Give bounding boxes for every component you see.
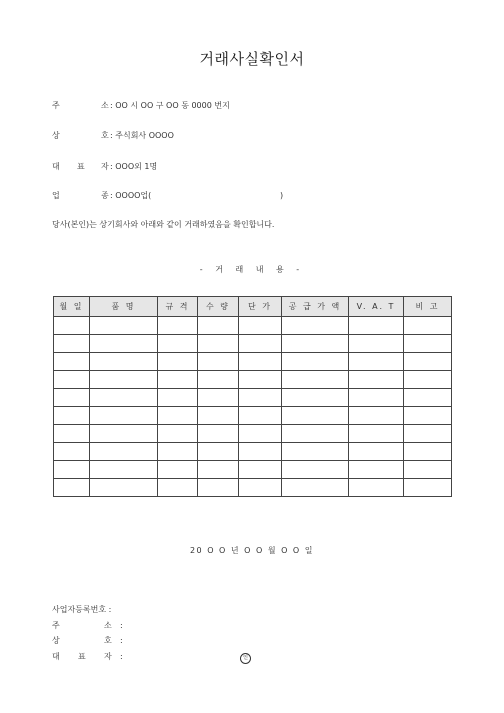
header-unit-price: 단 가 — [239, 297, 282, 317]
signature-address-key1: 주 — [52, 621, 60, 630]
document-title: 거래사실확인서 — [199, 50, 305, 68]
table-cell[interactable] — [90, 479, 158, 497]
table-cell[interactable] — [239, 353, 282, 371]
table-cell[interactable] — [282, 443, 349, 461]
table-cell[interactable] — [198, 461, 239, 479]
table-cell[interactable] — [282, 425, 349, 443]
table-cell[interactable] — [239, 443, 282, 461]
table-cell[interactable] — [239, 407, 282, 425]
table-cell[interactable] — [349, 407, 404, 425]
table-cell[interactable] — [54, 389, 90, 407]
table-cell[interactable] — [54, 353, 90, 371]
table-row — [54, 389, 452, 407]
header-quantity: 수 량 — [198, 297, 239, 317]
signature-rep-colon: : — [120, 652, 123, 661]
table-cell[interactable] — [239, 335, 282, 353]
table-cell[interactable] — [349, 443, 404, 461]
table-row — [54, 371, 452, 389]
table-row — [54, 461, 452, 479]
table-cell[interactable] — [158, 317, 198, 335]
table-row — [54, 353, 452, 371]
table-cell[interactable] — [198, 317, 239, 335]
table-cell[interactable] — [282, 317, 349, 335]
header-supply-amount: 공 급 가 액 — [282, 297, 349, 317]
table-cell[interactable] — [90, 317, 158, 335]
table-cell[interactable] — [349, 353, 404, 371]
confirmation-statement: 당사(본인)는 상기회사와 아래와 같이 거래하였음을 확인합니다. — [52, 220, 275, 229]
table-cell[interactable] — [90, 443, 158, 461]
info-address-key1: 주 — [52, 101, 60, 110]
table-cell[interactable] — [90, 461, 158, 479]
table-cell[interactable] — [90, 335, 158, 353]
table-cell[interactable] — [158, 425, 198, 443]
table-cell[interactable] — [90, 353, 158, 371]
table-cell[interactable] — [349, 425, 404, 443]
table-row — [54, 479, 452, 497]
table-cell[interactable] — [158, 461, 198, 479]
table-cell[interactable] — [349, 335, 404, 353]
header-remarks: 비 고 — [404, 297, 452, 317]
info-company-value: : 주식회사 OOOO — [110, 131, 174, 140]
table-cell[interactable] — [282, 407, 349, 425]
table-cell[interactable] — [158, 335, 198, 353]
signature-company-key1: 상 — [52, 636, 60, 645]
info-type-key1: 업 — [52, 191, 60, 200]
table-cell[interactable] — [282, 335, 349, 353]
table-cell[interactable] — [90, 389, 158, 407]
table-cell[interactable] — [282, 479, 349, 497]
table-cell[interactable] — [158, 389, 198, 407]
table-cell[interactable] — [198, 371, 239, 389]
info-address-key2: 소 — [101, 101, 109, 110]
table-cell[interactable] — [239, 461, 282, 479]
info-address-value: : OO 시 OO 구 OO 동 0000 번지 — [110, 101, 230, 110]
info-rep-key2: 자 — [101, 162, 109, 171]
table-row — [54, 335, 452, 353]
table-cell[interactable] — [198, 425, 239, 443]
table-cell[interactable] — [90, 425, 158, 443]
info-company-key2: 호 — [101, 131, 109, 140]
table-cell[interactable] — [349, 461, 404, 479]
table-cell[interactable] — [158, 443, 198, 461]
table-cell[interactable] — [54, 317, 90, 335]
table-cell[interactable] — [404, 407, 452, 425]
table-cell[interactable] — [239, 389, 282, 407]
table-cell[interactable] — [158, 371, 198, 389]
table-row — [54, 425, 452, 443]
issue-date: 20 O O 년 O O 월 O O 일 — [189, 546, 315, 555]
table-cell[interactable] — [404, 371, 452, 389]
table-cell[interactable] — [198, 389, 239, 407]
table-cell[interactable] — [349, 317, 404, 335]
table-cell[interactable] — [90, 371, 158, 389]
table-cell[interactable] — [282, 371, 349, 389]
table-cell[interactable] — [349, 479, 404, 497]
signature-rep-key1b: 표 — [78, 652, 86, 661]
table-cell[interactable] — [54, 443, 90, 461]
table-cell[interactable] — [239, 479, 282, 497]
table-cell[interactable] — [198, 443, 239, 461]
table-cell[interactable] — [282, 389, 349, 407]
table-cell[interactable] — [404, 335, 452, 353]
header-item: 품 명 — [90, 297, 158, 317]
table-cell[interactable] — [158, 479, 198, 497]
table-cell[interactable] — [54, 335, 90, 353]
info-rep-key1: 대 — [52, 162, 60, 171]
table-cell[interactable] — [282, 461, 349, 479]
table-cell[interactable] — [349, 389, 404, 407]
table-cell[interactable] — [404, 317, 452, 335]
signature-company-key2: 호 — [104, 636, 112, 645]
table-cell[interactable] — [404, 389, 452, 407]
table-cell[interactable] — [404, 479, 452, 497]
table-cell[interactable] — [158, 353, 198, 371]
header-vat: V. A. T — [349, 297, 404, 317]
table-row — [54, 317, 452, 335]
table-cell[interactable] — [282, 353, 349, 371]
info-company-key1: 상 — [52, 131, 60, 140]
table-cell[interactable] — [54, 407, 90, 425]
info-type-key2: 종 — [101, 191, 109, 200]
header-spec: 규 격 — [158, 297, 198, 317]
table-cell[interactable] — [404, 443, 452, 461]
signature-address-colon: : — [120, 621, 123, 630]
table-cell[interactable] — [198, 335, 239, 353]
signature-rep-key2: 자 — [104, 652, 112, 661]
table-cell[interactable] — [54, 479, 90, 497]
info-type-value: : OOOO업( — [110, 191, 152, 200]
table-cell[interactable] — [404, 461, 452, 479]
table-cell[interactable] — [404, 353, 452, 371]
seal-mark-icon: 인 — [240, 653, 251, 664]
table-cell[interactable] — [90, 407, 158, 425]
table-header-row — [54, 297, 452, 317]
table-cell[interactable] — [198, 407, 239, 425]
info-rep-value: : OOO외 1명 — [110, 162, 158, 171]
section-title: - 거 래 내 용 - — [199, 265, 305, 274]
transaction-table — [53, 296, 452, 497]
table-cell[interactable] — [349, 371, 404, 389]
header-date: 월 일 — [54, 297, 90, 317]
table-cell[interactable] — [54, 461, 90, 479]
signature-address-key2: 소 — [104, 621, 112, 630]
table-cell[interactable] — [158, 407, 198, 425]
table-row — [54, 407, 452, 425]
table-cell[interactable] — [54, 425, 90, 443]
info-rep-key1b: 표 — [77, 162, 85, 171]
table-cell[interactable] — [198, 353, 239, 371]
table-body — [54, 317, 452, 497]
signature-company-colon: : — [120, 636, 123, 645]
signature-reg-label: 사업자등록번호 : — [52, 605, 112, 614]
table-cell[interactable] — [404, 425, 452, 443]
table-cell[interactable] — [54, 371, 90, 389]
table-row — [54, 443, 452, 461]
table-cell[interactable] — [239, 425, 282, 443]
table-cell[interactable] — [198, 479, 239, 497]
signature-rep-key1: 대 — [52, 652, 60, 661]
table-cell[interactable] — [239, 371, 282, 389]
table-cell[interactable] — [239, 317, 282, 335]
info-type-value-end: ) — [280, 191, 284, 200]
